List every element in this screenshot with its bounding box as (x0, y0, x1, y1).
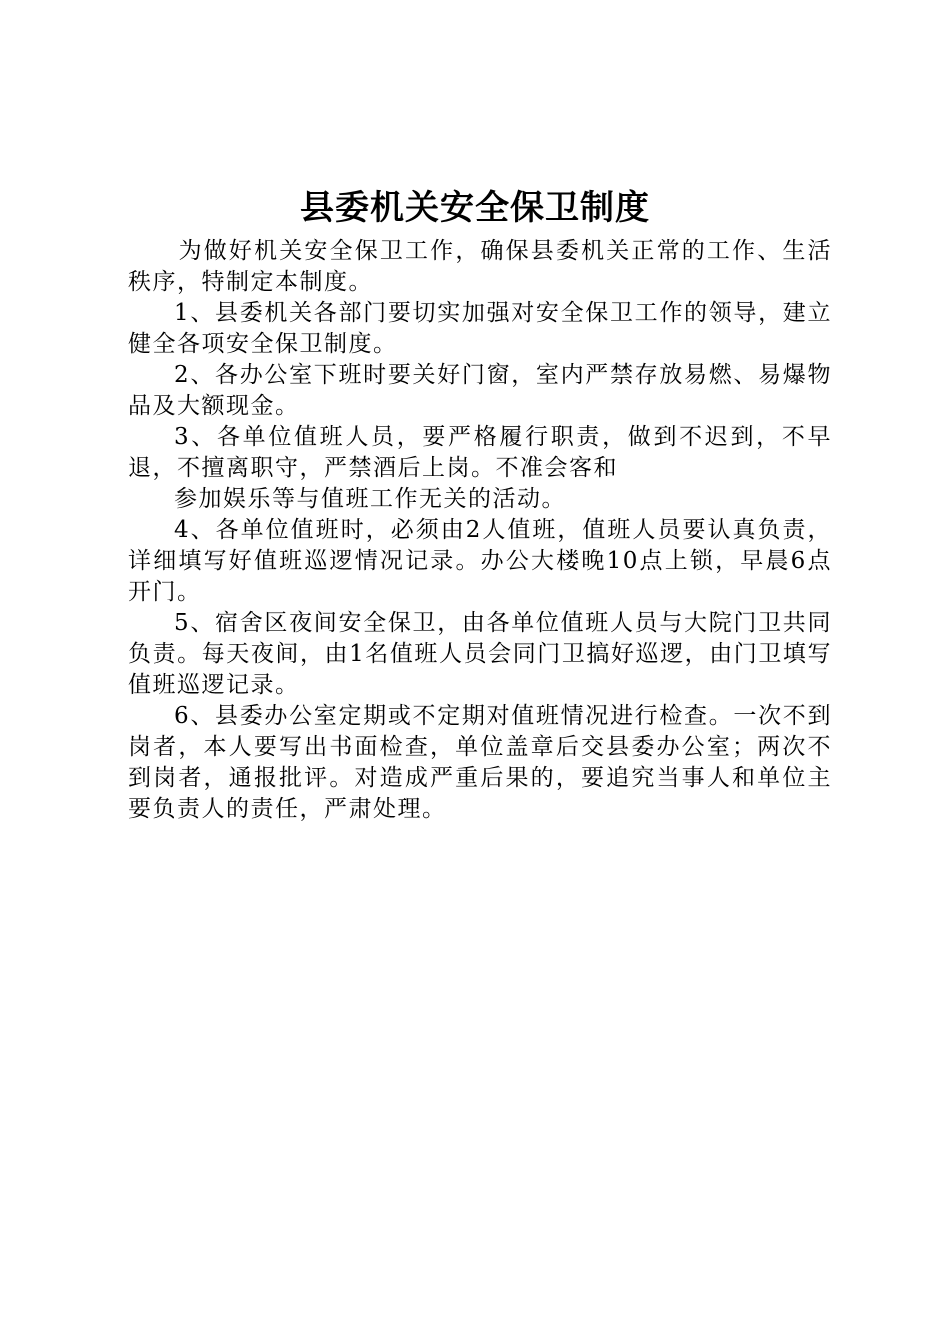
item-6-paragraph: 6、县委办公室定期或不定期对值班情况进行检查。一次不到岗者，本人要写出书面检查，单位盖章后交县委办公室；两次不到岗者，通报批评。对造成严重后果的，要追究当事人和单位主要负责人的责任，严肃处理。 (128, 703, 832, 822)
item-5-paragraph: 5、宿舍区夜间安全保卫，由各单位值班人员与大院门卫共同负责。每天夜间，由1名值班人员会同门卫搞好巡逻，由门卫填写值班巡逻记录。 (128, 610, 832, 698)
item-2-paragraph: 2、各办公室下班时要关好门窗，室内严禁存放易燃、易爆物品及大额现金。 (128, 362, 832, 419)
item-1-paragraph: 1、县委机关各部门要切实加强对安全保卫工作的领导，建立健全各项安全保卫制度。 (128, 300, 832, 357)
item-3-continuation: 参加娱乐等与值班工作无关的活动。 (174, 486, 566, 512)
document-title: 县委机关安全保卫制度 (300, 188, 650, 228)
item-3-paragraph: 3、各单位值班人员，要严格履行职责，做到不迟到，不早退，不擅离职守，严禁酒后上岗。不准会客和 (128, 424, 832, 481)
item-4-paragraph: 4、各单位值班时，必须由2人值班，值班人员要认真负责，详细填写好值班巡逻情况记录。办公大楼晚10点上锁，早晨6点开门。 (128, 517, 832, 605)
intro-paragraph: 为做好机关安全保卫工作，确保县委机关正常的工作、生活秩序，特制定本制度。 (128, 238, 832, 295)
document-body (128, 236, 832, 825)
